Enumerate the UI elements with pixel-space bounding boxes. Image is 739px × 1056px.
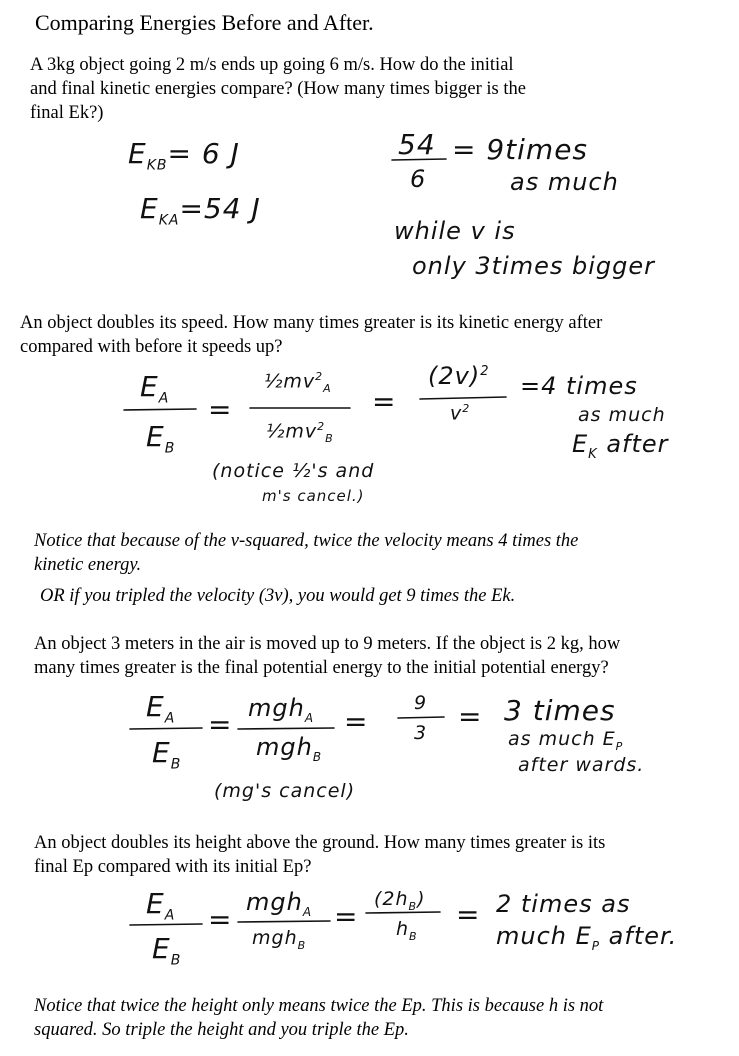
notice2-line1: Notice that twice the height only means twice the Ep. This is because h is not: [34, 996, 604, 1016]
p1-fraction-den: 6: [410, 165, 427, 193]
p4-equals-3: =: [456, 898, 481, 931]
p2-result-line2: as much: [578, 404, 666, 426]
problem1-question-line1: A 3kg object going 2 m/s ends up going 6 m/s. How do the initial: [30, 55, 514, 75]
problem2-question-line2: compared with before it speeds up?: [20, 337, 283, 357]
p2-lhs-num: $E_A$: [140, 370, 170, 407]
problem3-question-line1: An object 3 meters in the air is moved up to 9 meters. If the object is 2 kg, how: [34, 634, 621, 654]
p2-result-line3: $E_K$ after: [572, 430, 669, 462]
p4-lhs-fraction-bar: [130, 924, 202, 925]
problem1-question-line3: final Ek?): [30, 103, 104, 123]
p1-note-line2: only 3times bigger: [412, 252, 656, 280]
notice1-line1: Notice that because of the v-squared, twice the velocity means 4 times the: [34, 531, 579, 551]
notice1-line3: OR if you tripled the velocity (3v), you would get 9 times the Ek.: [40, 586, 516, 606]
p3-rhs-num: 9: [414, 692, 428, 714]
problem4-question-line2: final Ep compared with its initial Ep?: [34, 857, 312, 877]
page-title: Comparing Energies Before and After.: [35, 10, 374, 35]
p2-result-line1: =4 times: [520, 372, 638, 400]
p2-rhs-den: $v^2$: [450, 402, 471, 425]
problem4-question-line1: An object doubles its height above the ground. How many times greater is its: [34, 833, 606, 853]
p3-result-line2: as much $E_P$: [508, 728, 624, 753]
eka-equation: $E_{KA}=54$ J: [140, 192, 261, 229]
p4-equals-2: =: [334, 900, 359, 933]
p2-lhs-fraction-bar: [124, 409, 196, 410]
p4-lhs-den: $E_B$: [152, 932, 182, 969]
problem3-question-line2: many times greater is the final potential energy to the initial potential energy?: [34, 658, 609, 678]
p4-result-line2: much $E_P$ after.: [496, 922, 678, 953]
p2-lhs-den: $E_B$: [146, 420, 176, 457]
notice2-line2: squared. So triple the height and you triple the Ep.: [34, 1020, 409, 1040]
p2-note-line2: m's cancel.): [262, 487, 365, 505]
p2-mid-num: $\frac{1}{2}mv^2_A$: [264, 370, 332, 396]
p3-equals-2: =: [344, 705, 369, 738]
p1-fraction-num: 54: [398, 128, 436, 161]
p4-result-line1: 2 times as: [496, 890, 631, 918]
ekb-equation: $E_{KB}= 6$ J: [128, 137, 240, 174]
p3-lhs-fraction-bar: [130, 728, 202, 729]
p2-rhs-fraction-bar: [420, 397, 506, 399]
p3-mid-fraction-bar: [238, 728, 334, 729]
p3-lhs-num: $E_A$: [146, 690, 176, 727]
notice1-line2: kinetic energy.: [34, 555, 142, 575]
p3-rhs-fraction-bar: [398, 717, 444, 718]
p1-result-line1: = 9times: [452, 133, 589, 166]
p4-lhs-num: $E_A$: [146, 887, 176, 924]
problem2-question-line1: An object doubles its speed. How many times greater is its kinetic energy after: [20, 313, 603, 333]
p4-mid-fraction-bar: [238, 921, 330, 922]
p2-mid-den: $\frac{1}{2}mv^2_B$: [266, 420, 334, 446]
p4-equals-1: =: [208, 903, 233, 936]
p3-result-line3: after wards.: [518, 754, 645, 776]
p3-mid-num: mgh$_A$: [248, 694, 315, 725]
p2-rhs-num: $(2v)^2$: [428, 362, 490, 390]
p4-rhs-num: $(2h_B)$: [374, 888, 426, 913]
p1-result-line2: as much: [510, 168, 619, 196]
p4-mid-den: mgh$_B$: [252, 927, 307, 952]
p4-rhs-den: $h_B$: [396, 918, 418, 943]
p2-equals-2: =: [372, 385, 397, 418]
problem1-question-line2: and final kinetic energies compare? (How many times bigger is the: [30, 79, 526, 99]
p3-equals-3: =: [458, 700, 483, 733]
p3-rhs-den: 3: [414, 722, 428, 744]
p3-note: (mg's cancel): [214, 780, 356, 802]
p1-note-line1: while v is: [394, 217, 516, 245]
p2-equals-1: =: [208, 393, 233, 426]
p3-result-line1: 3 times: [504, 694, 616, 727]
p2-note-line1: (notice ½'s and: [212, 460, 375, 482]
p4-mid-num: mgh$_A$: [246, 888, 313, 919]
p3-mid-den: mgh$_B$: [256, 733, 323, 764]
p3-equals-1: =: [208, 708, 233, 741]
p3-lhs-den: $E_B$: [152, 736, 182, 773]
